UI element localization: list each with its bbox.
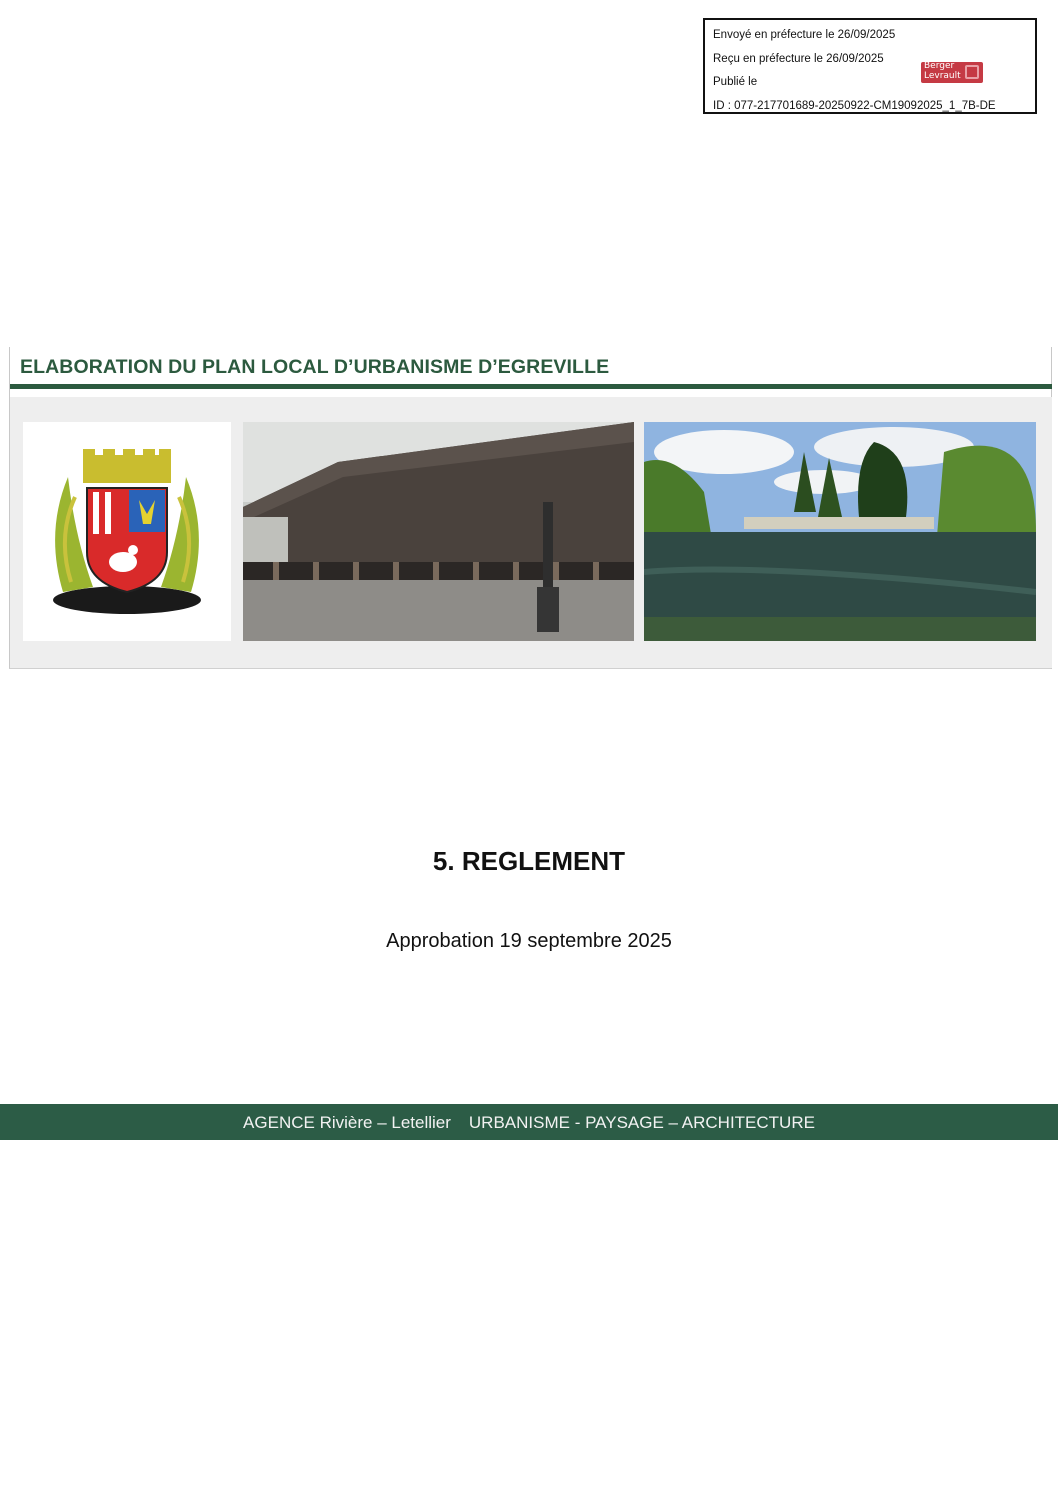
banner-rule <box>10 384 1052 389</box>
stamp-published: Publié le <box>713 76 758 88</box>
berger-levrault-logo <box>921 62 983 83</box>
logo-mark-icon <box>965 65 979 79</box>
stamp-sent-date: Envoyé en préfecture le 26/09/2025 <box>713 29 896 41</box>
header-banner <box>9 347 1052 669</box>
banner-title: ELABORATION DU PLAN LOCAL D’URBANISME D’EGREVILLE <box>20 356 610 378</box>
stamp-received-date: Reçu en préfecture le 26/09/2025 <box>713 52 884 65</box>
pond-landscape-photo <box>644 422 1036 641</box>
agency-footer <box>0 1104 1058 1140</box>
logo-text-levrault: Levrault <box>924 70 961 81</box>
approval-date: Approbation 19 septembre 2025 <box>386 930 672 952</box>
document-title: 5. REGLEMENT <box>432 846 626 876</box>
stamp-id: ID : 077-217701689-20250922-CM19092025_1_7B-DE <box>713 99 996 112</box>
agency-tagline: URBANISME - PAYSAGE – ARCHITECTURE <box>468 1113 815 1132</box>
agency-name: AGENCE Rivière – Letellier <box>243 1113 451 1132</box>
coat-of-arms-image <box>23 422 231 641</box>
market-hall-photo <box>243 422 634 641</box>
prefecture-stamp <box>703 18 1037 114</box>
logo-text-berger: Berger <box>924 62 955 71</box>
